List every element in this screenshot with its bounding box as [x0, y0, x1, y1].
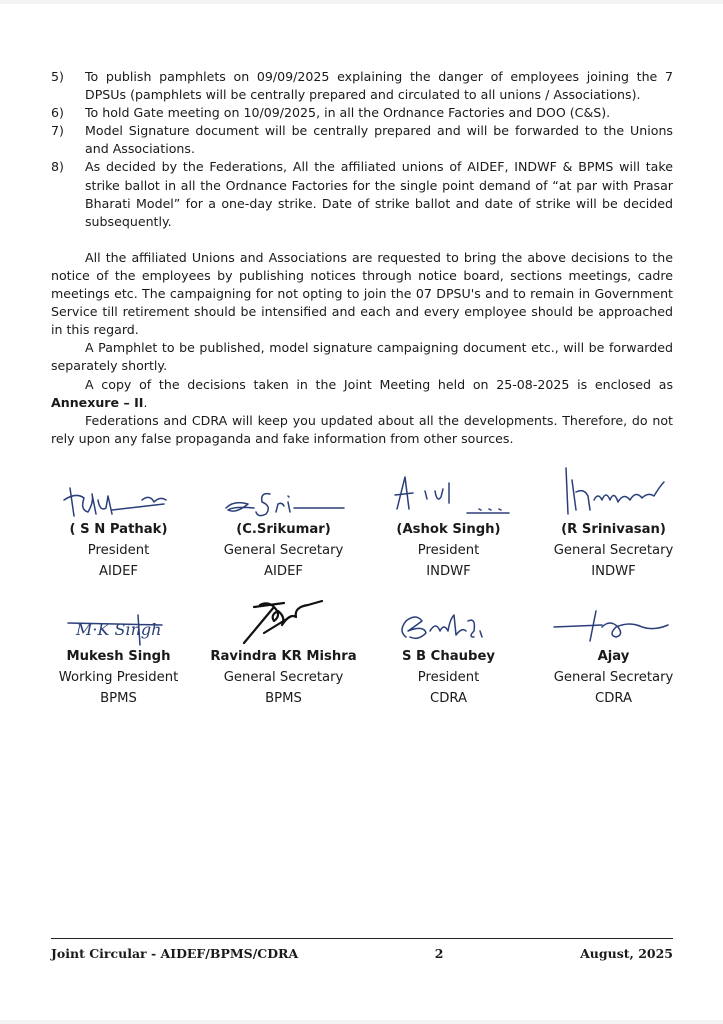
signatory-org: CDRA [429, 691, 467, 706]
signatory [366, 462, 531, 589]
signatory-org: AIDEF [99, 564, 138, 579]
signature-image [366, 589, 531, 651]
signatory-name: Mukesh Singh [66, 649, 171, 664]
signatory-name: Ajay [597, 649, 630, 664]
item-text: As decided by the Federations, All the affiliated unions of AIDEF, INDWF & BPMS will take strike ballot in all the Ordnance Factories for the single point demand of “at par with Prasar Bharati Model” for a one-day strike. Date of strike ballot and date of strike will be decided subsequently. [85, 159, 673, 229]
signature-image [531, 462, 696, 524]
signature-image [531, 589, 696, 651]
signatory-name: ( S N Pathak) [69, 522, 168, 537]
signatory [531, 462, 696, 589]
signatory [201, 462, 366, 589]
signatory-org: BPMS [100, 691, 137, 706]
paragraph-updates: Federations and CDRA will keep you updated about all the developments. Therefore, do not rely upon any false propaganda and fake information from other sources. [51, 412, 673, 446]
signatory-name: (R Srinivasan) [561, 522, 666, 537]
signatory-role: Working President [58, 670, 179, 685]
signature-image [36, 589, 201, 651]
paragraph-campaign: All the affiliated Unions and Associations are requested to bring the above decisions to the notice of the employees by publishing notices through notice board, sections meetings, cadre meetings etc. The campaigning for not opting to join the 07 DPSU's and to remain in Government Service till retirement should be intensified and each and every employee should be approached in this regard. [51, 249, 673, 338]
signatory-org: BPMS [265, 691, 302, 706]
signature-image [366, 462, 531, 524]
signatory-role: General Secretary [553, 670, 674, 685]
list-item [51, 122, 673, 158]
item-text: To hold Gate meeting on 10/09/2025, in all the Ordnance Factories and DOO (C&S). [85, 105, 611, 121]
page-footer [51, 938, 673, 961]
signatory-name: (Ashok Singh) [396, 522, 501, 537]
annexure-period: . [143, 394, 148, 410]
list-item [51, 158, 673, 230]
signature-block [36, 462, 696, 716]
signatory-role: President [417, 543, 480, 558]
annexure-text: A copy of the decisions taken in the Joint Meeting held on 25-08-2025 is enclosed as [85, 376, 673, 392]
signature-image [201, 589, 366, 651]
signatory-org: INDWF [591, 564, 636, 579]
signatory-org: INDWF [426, 564, 471, 579]
paragraph-pamphlet: A Pamphlet to be published, model signature campaigning document etc., will be forwarded separately shortly. [51, 340, 673, 374]
signatory-role: General Secretary [553, 543, 674, 558]
document-page [0, 4, 723, 1020]
list-item [51, 68, 673, 104]
item-number: 8) [51, 159, 64, 175]
page-number: 2 [434, 946, 444, 961]
signatory [201, 589, 366, 716]
paragraph-annexure [51, 376, 673, 412]
signatory-role: President [417, 670, 480, 685]
signature-image [36, 462, 201, 524]
signatory-name: S B Chaubey [401, 649, 496, 664]
signatory-role: President [87, 543, 150, 558]
signatory [366, 589, 531, 716]
signature-image [201, 462, 366, 524]
circular-body [51, 68, 673, 448]
signatory [36, 462, 201, 589]
svg-text:M·K Singh: M·K Singh [75, 620, 161, 639]
signatory [531, 589, 696, 716]
signatory-role: General Secretary [223, 670, 344, 685]
annexure-label: Annexure – II [51, 394, 144, 410]
signatory-org: AIDEF [264, 564, 303, 579]
item-text: Model Signature document will be centrally prepared and will be forwarded to the Unions and Associations. [85, 123, 673, 157]
signatory-role: General Secretary [223, 543, 344, 558]
signatory-org: CDRA [594, 691, 632, 706]
item-number: 5) [51, 69, 64, 84]
signatory-name: (C.Srikumar) [236, 522, 331, 537]
signatory [36, 589, 201, 716]
signatory-name: Ravindra KR Mishra [210, 649, 357, 664]
footer-date: August, 2025 [580, 946, 673, 961]
item-number: 7) [51, 123, 64, 139]
list-item [51, 104, 673, 122]
item-text: To publish pamphlets on 09/09/2025 explaining the danger of employees joining the 7 DPSUs (pamphlets will be centrally prepared and circulated to all unions / Associations). [85, 69, 673, 103]
item-number: 6) [51, 105, 64, 121]
footer-circular-title: Joint Circular - AIDEF/BPMS/CDRA [51, 946, 299, 961]
